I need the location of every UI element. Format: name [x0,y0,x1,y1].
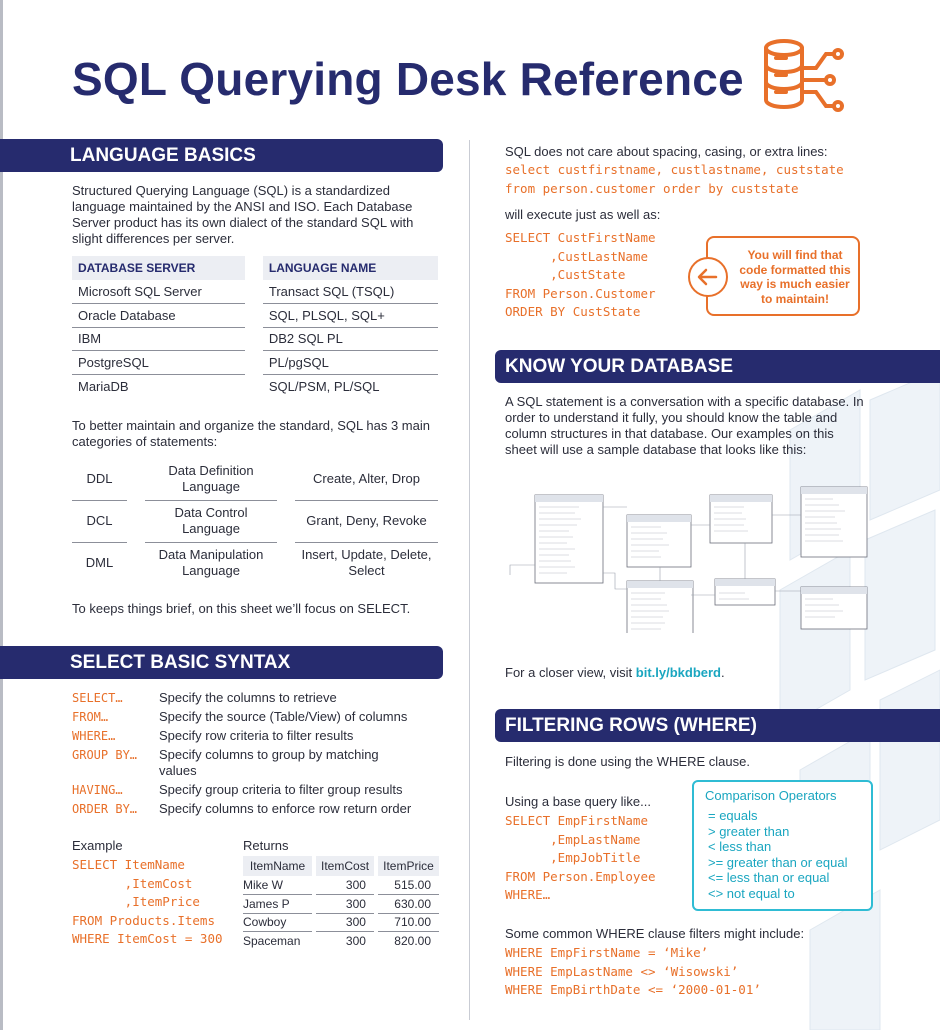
operator-item: = equals [708,808,758,823]
common-filters-code [505,944,761,1000]
table-row [72,500,438,542]
example-code [72,856,223,949]
code-line: WHERE EmpLastName <> ‘Wisowski’ [505,963,739,979]
table-row [243,932,439,951]
category-statements: Create, Alter, Drop [295,458,438,500]
language-cell: DB2 SQL PL [263,327,438,351]
code-line: ORDER BY CustState [505,304,641,320]
table-row [72,745,452,780]
clause-description: Specify the source (Table/View) of columns [159,708,408,724]
clause-keyword: FROM… [72,709,109,724]
category-statements: Grant, Deny, Revoke [295,500,438,542]
table-row [72,374,438,398]
language-cell: Transact SQL (TSQL) [263,280,438,304]
page-title: SQL Querying Desk Reference [72,53,744,105]
item-name-cell: Spaceman [243,934,301,948]
base-query-code [505,812,656,905]
table-row [72,327,438,351]
closer-view-text: For a closer view, visit [505,665,636,680]
column-divider [469,140,470,1020]
clause-description: Specify the columns to retrieve [159,689,337,705]
clause-description: Specify columns to group by matching values [159,746,379,778]
categories-intro: To better maintain and organize the standard, SQL has 3 main categories of statements: [72,418,430,449]
code-line: SELECT EmpFirstName [505,813,648,828]
operator-item: < less than [708,839,772,854]
table-row [72,280,438,304]
item-name-cell: Cowboy [243,913,312,932]
code-line: ,CustState [505,267,626,283]
clause-keyword: HAVING… [72,782,123,797]
base-query-label: Using a base query like... [505,794,651,809]
common-filters-label: Some common WHERE clause filters might include: [505,926,805,941]
server-cell: IBM [72,327,245,351]
language-cell: SQL/PSM, PL/SQL [268,378,380,394]
database-network-icon [762,38,848,120]
table-row [72,799,452,818]
clause-keyword: GROUP BY… [72,747,138,762]
item-price-cell: 515.00 [378,876,439,895]
code-line: WHERE EmpBirthDate <= ‘2000-01-01’ [505,982,761,998]
closer-view-period: . [721,665,725,680]
clause-keyword: SELECT… [72,690,123,705]
returns-label: Returns [243,838,289,853]
know-database-intro: A SQL statement is a conversation with a specific database. In order to understand it fully, you should know the table and column structures in that database. Our examples on this sheet will use a sample database that looks like this: [505,394,864,457]
callout-text: You will find that code formatted this way is much easier to maintain! [739,248,851,306]
code-line: FROM Products.Items [72,912,215,928]
clause-description: Specify row criteria to filter results [159,727,354,743]
spacing-middle: will execute just as well as: [505,207,661,222]
focus-note: To keeps things brief, on this sheet we’ll focus on SELECT. [72,601,411,616]
operator-item: <= less than or equal [708,870,830,885]
table-row [72,726,452,745]
category-code: DCL [72,500,127,542]
spacing-code-compact [505,161,844,198]
database-server-table [72,256,438,398]
comparison-operators-title: Comparison Operators [705,788,837,803]
spacing-intro: SQL does not care about spacing, casing, or extra lines: [505,144,828,159]
code-line: ,ItemCost [72,875,193,891]
spacing-code-formatted [505,229,656,322]
language-basics-heading: LANGUAGE BASICS [0,139,443,172]
closer-view [505,665,725,681]
code-line: ,ItemPrice [72,894,200,910]
category-code: DML [85,555,114,571]
code-line: from person.customer order by custstate [505,180,799,196]
operator-item: <> not equal to [708,885,795,901]
item-cost-cell: 300 [345,934,366,948]
language-cell: PL/pgSQL [263,351,438,375]
category-name: Data Control Language [145,500,277,542]
server-cell: Oracle Database [72,304,245,328]
comparison-operators-list [708,808,848,901]
erd-link[interactable]: bit.ly/bkdberd [635,665,721,680]
server-cell: MariaDB [78,378,129,394]
item-cost-cell: 300 [316,913,374,932]
code-line: ,CustLastName [505,248,648,264]
clause-keyword: WHERE… [72,728,116,743]
code-line: WHERE ItemCost = 300 [72,931,223,947]
database-erd-diagram [505,485,870,633]
header-database-server: DATABASE SERVER [72,256,245,280]
code-line: select custfirstname, custlastname, custstate [505,162,844,177]
table-row [243,913,439,932]
table-row [72,458,438,500]
filtering-intro: Filtering is done using the WHERE clause. [505,754,750,769]
code-line: ,EmpJobTitle [505,850,641,866]
header-language-name: LANGUAGE NAME [263,256,438,280]
item-cost-cell: 300 [316,895,374,914]
table-row [243,895,439,914]
select-syntax-table [72,688,452,818]
table-row [72,351,438,375]
table-row [72,780,452,799]
table-row [72,542,438,584]
clause-keyword: ORDER BY… [72,801,138,816]
operator-item: >= greater than or equal [708,854,848,870]
header-item-name: ItemName [243,856,312,876]
language-cell: SQL, PLSQL, SQL+ [263,304,438,328]
clause-description: Specify columns to enforce row return order [159,800,412,816]
code-line: WHERE… [505,887,551,903]
code-line: FROM Person.Customer [505,285,656,301]
filtering-heading: FILTERING ROWS (WHERE) [495,709,940,742]
example-label: Example [72,838,123,853]
code-line: SELECT CustFirstName [505,230,656,245]
table-row [72,707,452,726]
server-cell: Microsoft SQL Server [72,280,245,304]
language-basics-intro: Structured Querying Language (SQL) is a standardized language maintained by the ANSI and ISO. Each Database Server product has its own dialect of the standard SQL with slight differences per server. [72,183,414,246]
header-item-price: ItemPrice [378,856,439,876]
item-name-cell: James P [243,895,312,914]
table-row [72,688,452,707]
know-database-heading: KNOW YOUR DATABASE [495,350,940,383]
item-cost-cell: 300 [316,876,374,895]
table-row [243,876,439,895]
category-statements: Insert, Update, Delete, Select [301,547,432,579]
code-line: ,EmpLastName [505,831,641,847]
category-name: Data Manipulation Language [158,547,264,579]
code-line: SELECT ItemName [72,857,185,872]
item-price-cell: 630.00 [378,895,439,914]
table-row [72,304,438,328]
server-cell: PostgreSQL [72,351,245,375]
clause-description: Specify group criteria to filter group results [159,781,403,797]
item-price-cell: 820.00 [394,934,431,948]
header-item-cost: ItemCost [316,856,374,876]
operator-item: > greater than [708,823,790,839]
category-code: DDL [72,458,127,500]
returns-table [243,856,439,950]
left-arrow-icon [688,257,728,297]
item-price-cell: 710.00 [378,913,439,932]
category-name: Data Definition Language [145,458,277,500]
item-name-cell: Mike W [243,876,312,895]
select-syntax-heading: SELECT BASIC SYNTAX [0,646,443,679]
code-line: WHERE EmpFirstName = ‘Mike’ [505,945,709,960]
statement-categories-table [72,458,438,584]
code-line: FROM Person.Employee [505,868,656,884]
